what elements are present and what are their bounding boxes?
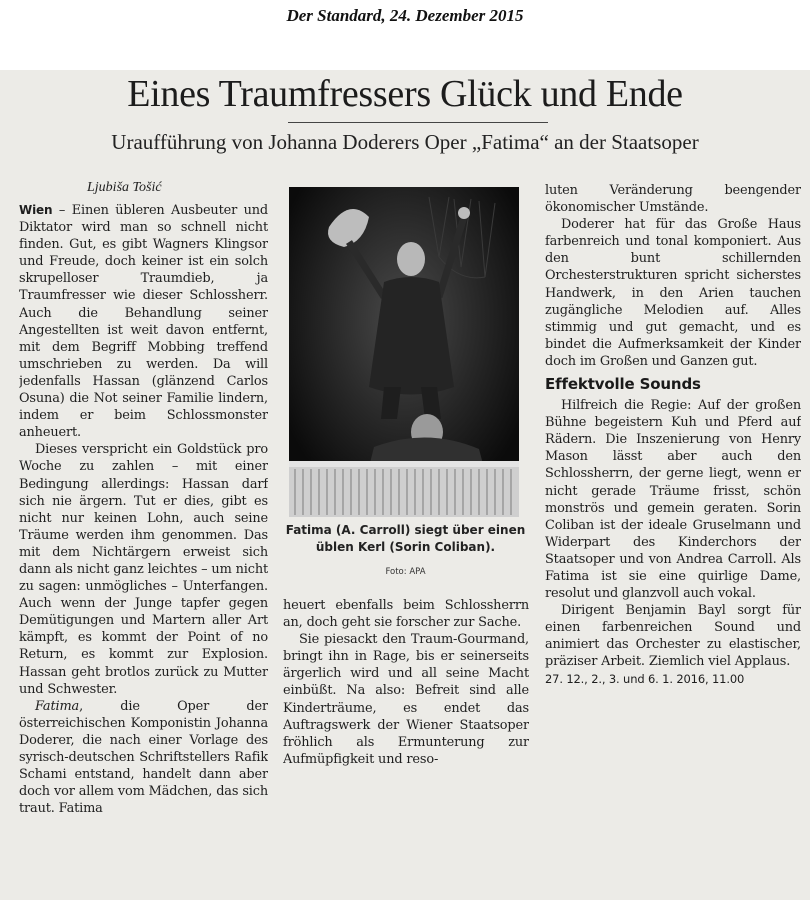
paragraph: luten Veränderung beengender ökonomischer Umstände. [545, 183, 801, 216]
paragraph: Hilfreich die Regie: Auf der großen Bühne begeistern Kuh und Pferd auf Rädern. Die Inszenierung von Henry Mason lässt aber auch den Schlossherrn, der gerne liegt, wenn er nicht gerade Träume frisst, schön monströs und gemein geraten. Sorin Coliban ist der ideale Gruselmann und Widerpart des Kinderchors der Staatsoper und von Andrea Carroll. Als Fatima ist sie eine quirlige Dame, resolut und glanzvoll auch vokal. [545, 398, 801, 602]
paragraph [19, 698, 268, 818]
text-column-2 [283, 597, 529, 837]
photo-credit: Foto: APA [385, 567, 426, 577]
section-subheading: Effektvolle Sounds [545, 375, 701, 394]
headline: Eines Traumfressers Glück und Ende [127, 73, 683, 115]
paragraph [19, 202, 268, 441]
stage-photo [289, 187, 519, 517]
paragraph: Doderer hat für das Große Haus farbenreich und tonal komponiert. Aus den bunt schillernden Orchesterstrukturen spricht sicherstes Handwerk, in den Arien tauchen zugängliche Melodien auf. Alles stimmig und gut gemacht, und es bindet die Aufmerksamkeit der Kinder doch im Großen und Ganzen gut. [545, 217, 801, 369]
paragraph: Dieses verspricht ein Goldstück pro Woche zu zahlen – mit einer Bedingung allerdings: Hassan darf sich nie ärgern. Tut er dies, gibt es nicht nur keinen Lohn, auch seine Träume werden ihm genommen. Das mit dem Nichtärgern erweist sich dann als nicht ganz leichtes – um nicht zu sagen: unmögliches – Unterfangen. Auch wenn der Junge tapfer gegen Demütigungen und Martern aller Art kämpft, es kommt der Point of no Return, es kommt zur Explosion. Hassan geht brotlos zurück zu Mutter und Schwester. [19, 442, 268, 697]
text-column-1 [19, 202, 268, 900]
stage-photo-illustration [289, 187, 519, 517]
paragraph-text: , die Oper der österreichischen Komponistin Johanna Doderer, die nach einer Vorlage des syrisch-deutschen Schriftstellers Rafik Schami entstand, handelt dann aber doch vor allem vom Mädchen, das sich traut. Fatima [19, 698, 268, 817]
paragraph: heuert ebenfalls beim Schlossherrn an, doch geht sie forscher zur Sache. [283, 598, 529, 631]
photo-caption: Fatima (A. Carroll) siegt über einen üblen Kerl (Sorin Coliban). [285, 523, 526, 554]
paragraph-text: – Einen übleren Ausbeuter und Diktator wird man so schnell nicht finden. Gut, es gibt Wagners Klingsor und Freude, doch keiner ist ein solch skrupelloser Traumdieb, ja Traumfresser wie dieser Schlossherr. Auch die Behandlung seiner Angestellten ist weit davon entfernt, mit dem Begriff Mobbing treffend umschrieben zu werden. Da will jedenfalls Hassan (glänzend Carlos Osuna) die Not seiner Familie lindern, indem er beim Schlossmonster anheuert. [19, 203, 268, 441]
opera-title: Fatima [35, 698, 80, 714]
byline: Ljubiša Tošić [87, 180, 162, 195]
paragraph: Dirigent Benjamin Bayl sorgt für einen farbenreichen Sound und animiert das Orchester zu elastischer, präziser Arbeit. Ziemlich viel Applaus. [545, 603, 801, 670]
subheadline: Uraufführung von Johanna Doderers Oper „Fatima“ an der Staatsoper [111, 130, 699, 154]
paragraph: Sie piesackt den Traum-Gourmand, bringt ihn in Rage, bis er seinerseits ärgerlich wird und all seine Macht einbüßt. Na also: Befreit sind alle Kinderträume, es endet das Auftragswerk der Wiener Staatsoper fröhlich als Ermunterung zur Aufmüpfigkeit und reso- [283, 632, 529, 767]
source-line: Der Standard, 24. Dezember 2015 [286, 6, 524, 25]
performance-dates: 27. 12., 2., 3. und 6. 1. 2016, 11.00 [545, 671, 745, 686]
newspaper-clipping [0, 70, 810, 900]
headline-rule [288, 122, 548, 123]
text-column-3 [545, 182, 801, 842]
dateline: Wien [19, 203, 53, 217]
